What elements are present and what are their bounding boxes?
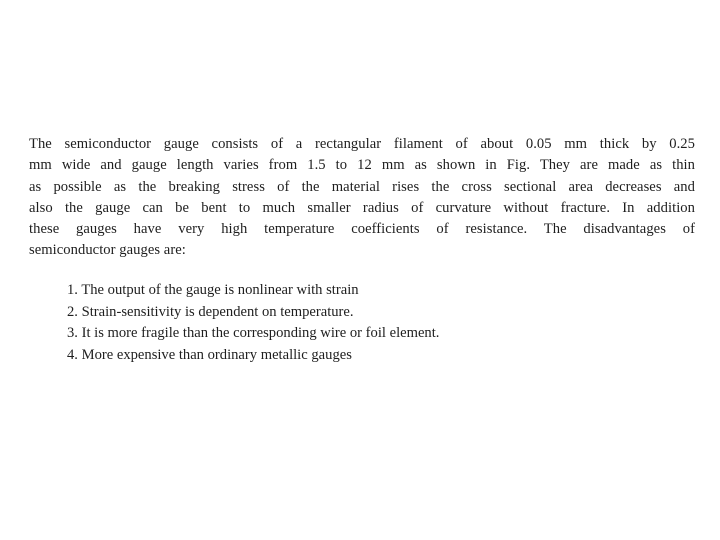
paragraph-line: mm wide and gauge length varies from 1.5 to 12 mm as shown in Fig. They are made as thin: [29, 157, 695, 174]
body-paragraph: [29, 134, 695, 262]
paragraph-line: The semiconductor gauge consists of a rectangular filament of about 0.05 mm thick by 0.25: [29, 136, 695, 152]
disadvantages-list: [67, 280, 627, 366]
list-item: 4. More expensive than ordinary metallic gauges: [67, 346, 352, 363]
paragraph-line: also the gauge can be bent to much smaller radius of curvature without fracture. In addition: [29, 199, 695, 216]
list-item: 1. The output of the gauge is nonlinear with strain: [67, 282, 359, 298]
list-item: 3. It is more fragile than the corresponding wire or foil element.: [67, 325, 440, 341]
paragraph-line: these gauges have very high temperature coefficients of resistance. The disadvantages of: [29, 221, 695, 238]
paragraph-line: semiconductor gauges are:: [29, 242, 186, 259]
paragraph-line: as possible as the breaking stress of the material rises the cross sectional area decreases and: [29, 178, 695, 195]
list-item: 2. Strain-sensitivity is dependent on temperature.: [67, 303, 354, 320]
